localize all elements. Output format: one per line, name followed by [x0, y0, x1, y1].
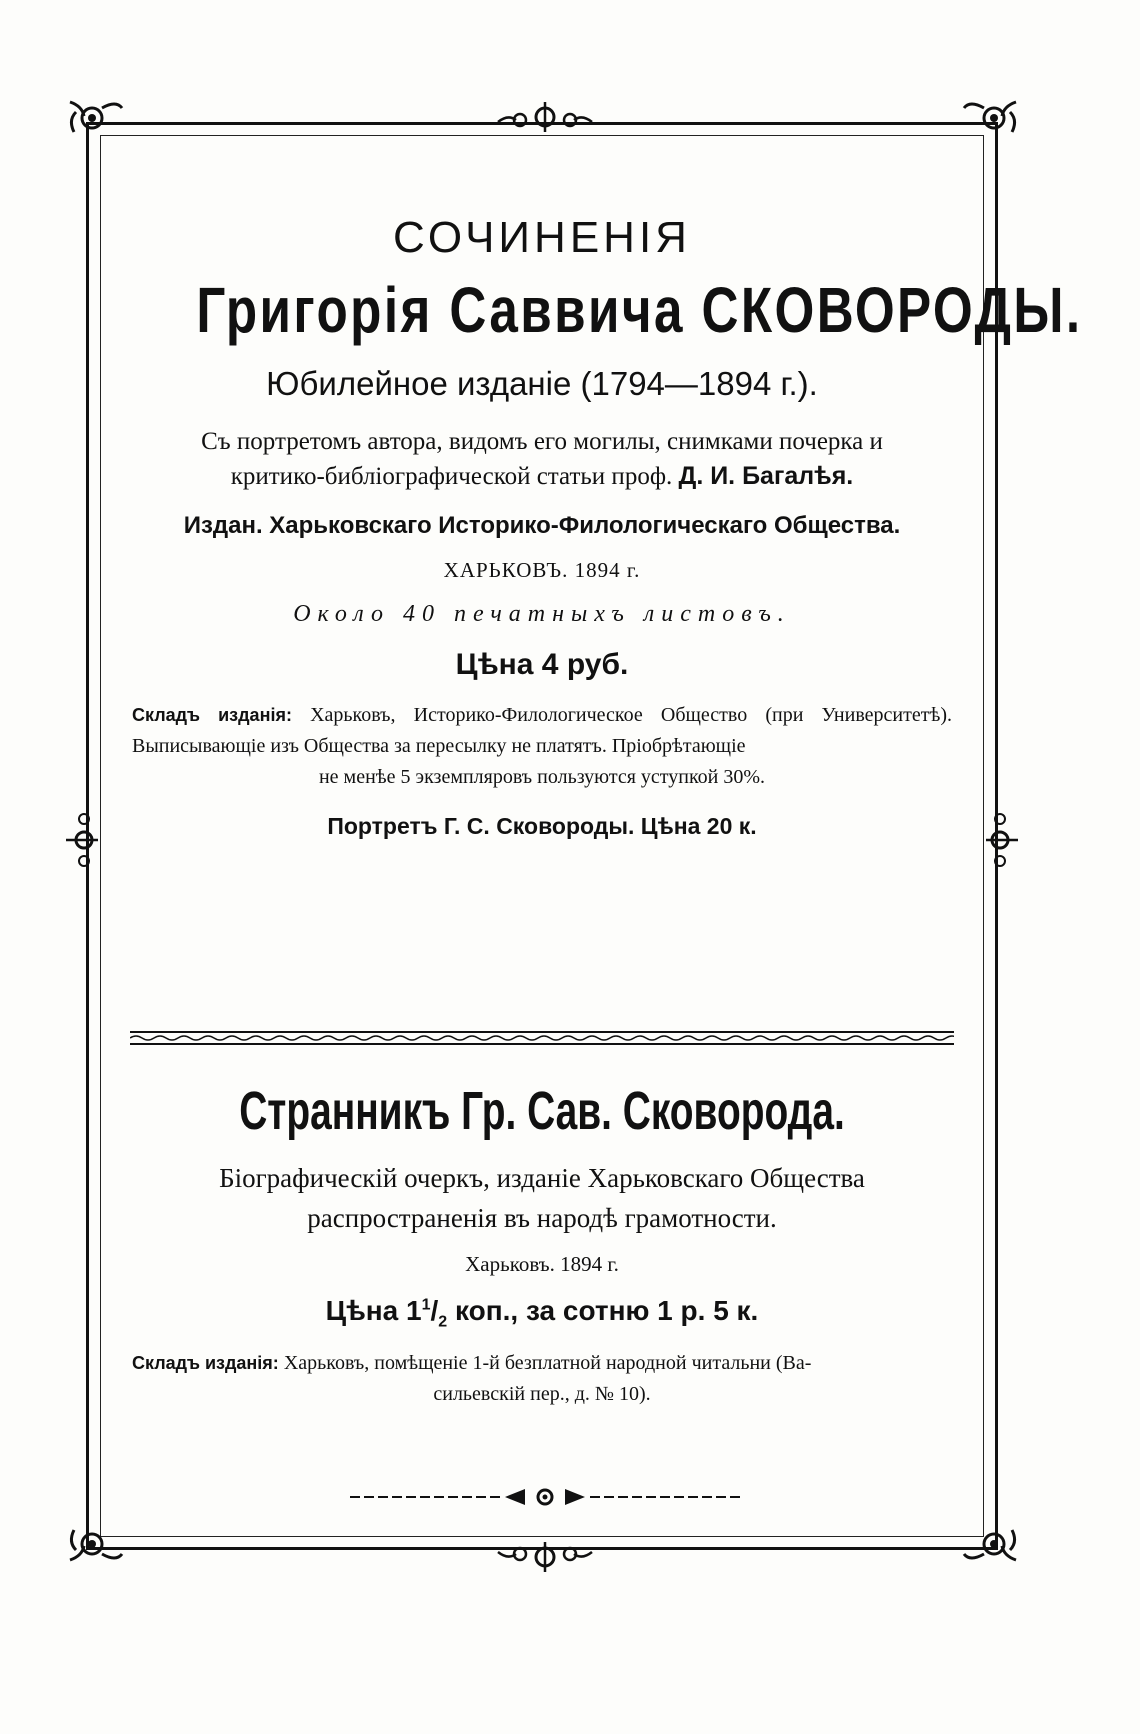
- book1-place-year: ХАРЬКОВЪ. 1894 г.: [443, 558, 641, 582]
- left-side-ornament-icon: [62, 805, 102, 875]
- book2-section: [110, 1080, 974, 1410]
- book2-warehouse-text: Харьковъ, помѣщеніе 1-й безплатной народной читальни (Ва-: [283, 1351, 812, 1374]
- book2-price: Цѣна $1^1/_2$ коп., за сотню 1 р. 5 к.: [325, 1295, 759, 1331]
- book2-price-sup: 1: [421, 1296, 431, 1314]
- corner-ornament-icon: [62, 1506, 126, 1570]
- bottom-center-ornament-icon: [490, 1540, 600, 1574]
- book1-title-main: Григорія Саввича СКОВОРОДЫ.: [196, 274, 1083, 346]
- book1-description: [130, 425, 954, 494]
- bottom-flourish-icon: [350, 1485, 740, 1509]
- book1-warehouse-label: Складъ изданія:: [132, 705, 292, 725]
- book2-title: Странникъ Гр. Сав. Сковорода.: [239, 1081, 845, 1141]
- book2-description: [130, 1158, 954, 1238]
- book1-desc-line2: критико-библіографической статьи проф.: [230, 463, 673, 490]
- book1-sheets: Около 40 печатныхъ листовъ.: [293, 601, 791, 627]
- book1-desc-line1: Съ портретомъ автора, видомъ его могилы, снимками почерка и: [201, 428, 883, 455]
- right-side-ornament-icon: [982, 805, 1022, 875]
- book1-warehouse-text: Харьковъ, Историко-Филологическое Общество (при Университетѣ). Выписывающіе изъ Общества за пересылку не платятъ. Пріобрѣтающіе: [132, 704, 952, 757]
- book2-desc-line1: Біографическій очеркъ, изданіе Харьковскаго Общества: [219, 1163, 865, 1193]
- book2-price-prefix: Цѣна 1: [325, 1295, 422, 1326]
- corner-ornament-icon: [62, 92, 126, 156]
- book2-place-year: Харьковъ. 1894 г.: [465, 1252, 619, 1276]
- book2-price-sub: 2: [438, 1313, 448, 1331]
- book1-publisher: Издан. Харьковскаго Историко-Филологическаго Общества.: [183, 512, 901, 539]
- book2-warehouse-last: сильевскій пер., д. № 10).: [433, 1382, 651, 1405]
- book1-section: [110, 185, 1083, 840]
- book1-desc-author: Д. И. Багалѣя.: [678, 462, 854, 490]
- book2-price-suffix: коп., за сотню 1 р. 5 к.: [447, 1295, 759, 1326]
- book1-warehouse-last: не менѣе 5 экземпляровъ пользуются уступкой 30%.: [318, 766, 766, 788]
- book2-warehouse: [132, 1348, 952, 1379]
- top-center-ornament-icon: [490, 100, 600, 134]
- book1-title-top: СОЧИНЕНІЯ: [393, 213, 691, 262]
- section-divider: [130, 1030, 954, 1046]
- corner-ornament-icon: [960, 92, 1024, 156]
- book1-price: Цѣна 4 руб.: [455, 648, 629, 681]
- book2-desc-line2: распространенія въ народѣ грамотности.: [307, 1203, 777, 1233]
- book1-portrait-price: Портретъ Г. С. Сковороды. Цѣна 20 к.: [327, 813, 757, 839]
- book1-edition: Юбилейное изданіе (1794—1894 г.).: [266, 365, 818, 402]
- corner-ornament-icon: [960, 1506, 1024, 1570]
- book2-warehouse-label: Складъ изданія:: [132, 1352, 279, 1373]
- book1-warehouse: [132, 700, 952, 762]
